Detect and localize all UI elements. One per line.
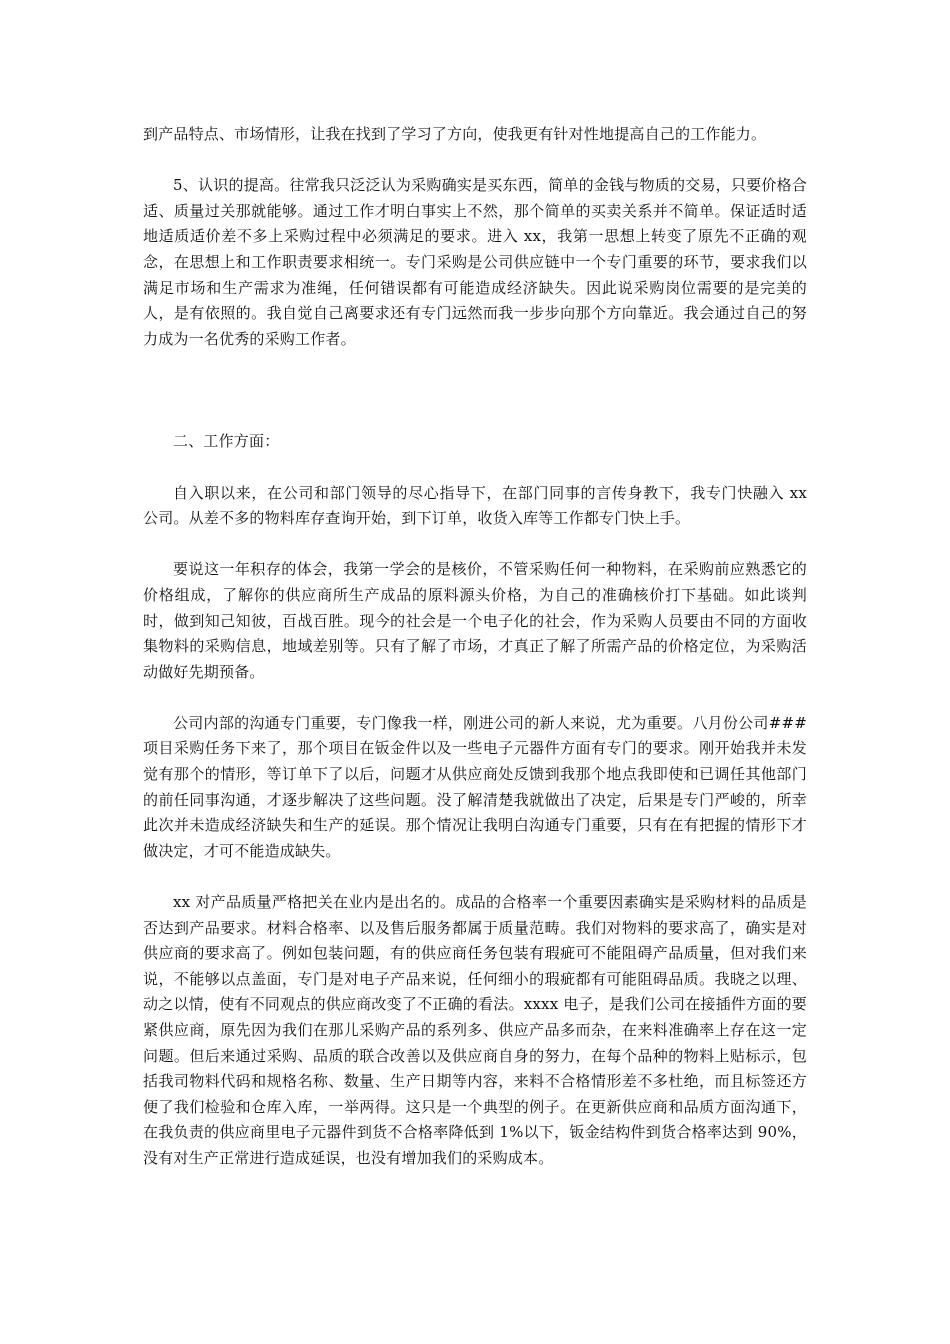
paragraph-product-features: 到产品特点、市场情形，让我在找到了学习了方向，使我更有针对性地提高自己的工作能力。 xyxy=(143,125,767,143)
paragraph-internal-communication: 公司内部的沟通专门重要，专门像我一样，刚进公司的新人来说，尤为重要。八月份公司###项目采购任务下来了，那个项目在钣金件以及一些电子元器件方面有专门的要求。刚开始我并未发觉有那个的情形，等订单下了以后，问题才从供应商处反馈到我那个地点我即使和已调任其他部门的前任同事沟通，才逐步解决了这些问题。没了解清楚我就做出了决定，后果是专门严峻的，所幸此次并未造成经济缺失和生产的延误。那个情况让我明白沟通专门重要，只有在有把握的情形下才做决定，才可不能造成缺失。 xyxy=(143,713,807,860)
paragraph-price-verification: 要说这一年积存的体会，我第一学会的是核价，不管采购任何一种物料，在采购前应熟悉它的价格组成，了解你的供应商所生产成品的原料源头价格，为自己的准确核价打下基础。如此谈判时，做到知己知彼，百战百胜。现今的社会是一个电子化的社会，作为采购人员要由不同的方面收集物料的采购信息，地域差别等。只有了解了市场，才真正了解了所需产品的价格定位，为采购活动做好先期预备。 xyxy=(143,560,807,681)
section-heading-work: 二、工作方面： xyxy=(173,432,280,451)
paragraph-onboarding: 自入职以来，在公司和部门领导的尽心指导下，在部门同事的言传身教下，我专门快融入 xx 公司。从差不多的物料库存查询开始，到下订单，收货入库等工作都专门快上手。 xyxy=(143,483,807,528)
document-page xyxy=(143,122,807,1172)
paragraph-understanding-improvement: 5、认识的提高。往常我只泛泛认为采购确实是买东西，简单的金钱与物质的交易，只要价格合适、质量过关那就能够。通过工作才明白事实上不然，那个简单的买卖关系并不简单。保证适时适地适质适价差不多上采购过程中必须满足的要求。进入 xx，我第一思想上转变了原先不正确的观念，在思想上和工作职责要求相统一。专门采购是公司供应链中一个专门重要的环节，要求我们以满足市场和生产需求为准绳，任何错误都有可能造成经济缺失。因此说采购岗位需要的是完美的人，是有依照的。我自觉自己离要求还有专门远然而我一步步向那个方向靠近。我会通过自己的努力成为一名优秀的采购工作者。 xyxy=(143,176,807,348)
paragraph-quality-control: xx 对产品质量严格把关在业内是出名的。成品的合格率一个重要因素确实是采购材料的品质是否达到产品要求。材料合格率、以及售后服务都属于质量范畴。我们对物料的要求高了，确实是对供应商的要求高了。例如包装问题，有的供应商任务包装有瑕疵可不能阻碍产品质量，但对我们来说，不能够以点盖面，专门是对电子产品来说，任何细小的瑕疵都有可能阻碍品质。我晓之以理、动之以情，使有不同观点的供应商改变了不正确的看法。xxxx 电子，是我们公司在接插件方面的要紧供应商，原先因为我们在那儿采购产品的系列多、供应产品多而杂，在来料准确率上存在这一定问题。但后来通过采购、品质的联合改善以及供应商自身的努力，在每个品种的物料上贴标示，包括我司物料代码和规格名称、数量、生产日期等内容，来料不合格情形差不多杜绝，而且标签还方便了我们检验和仓库入库，一举两得。这只是一个典型的例子。在更新供应商和品质方面沟通下，在我负责的供应商里电子元器件到货不合格率降低到 1%以下，钣金结构件到货合格率达到 90%，没有对生产正常进行造成延误，也没有增加我们的采购成本。 xyxy=(143,893,807,1167)
